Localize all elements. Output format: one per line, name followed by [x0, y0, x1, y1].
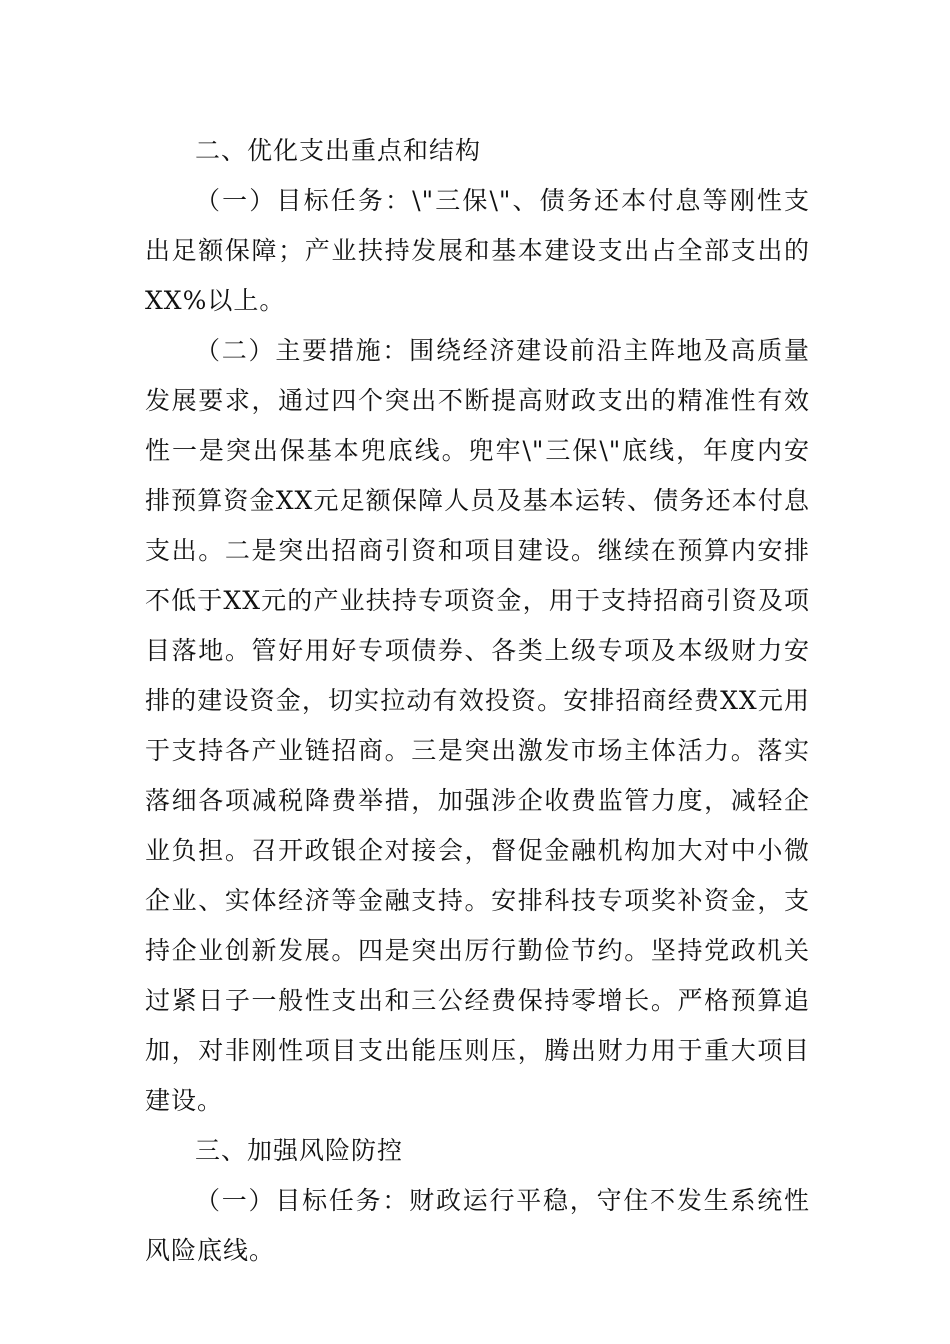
section-heading-risk-control: 三、加强风险防控 [195, 1136, 404, 1165]
paragraph-spending-target: （一）目标任务：\"三保\"、债务还本付息等刚性支出足额保障；产业扶持发展和基本建设支出占全部支出的XX%以上。 [145, 186, 810, 315]
section-heading-optimize-spending: 二、优化支出重点和结构 [195, 136, 482, 165]
paragraph-spending-measures: （二）主要措施：围绕经济建设前沿主阵地及高质量发展要求，通过四个突出不断提高财政支出的精准性有效性一是突出保基本兜底线。兜牢\"三保\"底线，年度内安排预算资金XX元足额保障人员及基本运转、债务还本付息支出。二是突出招商引资和项目建设。继续在预算内安排不低于XX元的产业扶持专项资金，用于支持招商引资及项目落地。管好用好专项债券、各类上级专项及本级财力安排的建设资金，切实拉动有效投资。安排招商经费XX元用于支持各产业链招商。三是突出激发市场主体活力。落实落细各项减税降费举措，加强涉企收费监管力度，减轻企业负担。召开政银企对接会，督促金融机构加大对中小微企业、实体经济等金融支持。安排科技专项奖补资金，支持企业创新发展。四是突出厉行勤俭节约。坚持党政机关过紧日子一般性支出和三公经费保持零增长。严格预算追加，对非刚性项目支出能压则压，腾出财力用于重大项目建设。 [145, 336, 810, 1115]
document-body [145, 126, 810, 1276]
paragraph-risk-target: （一）目标任务：财政运行平稳，守住不发生系统性风险底线。 [145, 1186, 810, 1265]
